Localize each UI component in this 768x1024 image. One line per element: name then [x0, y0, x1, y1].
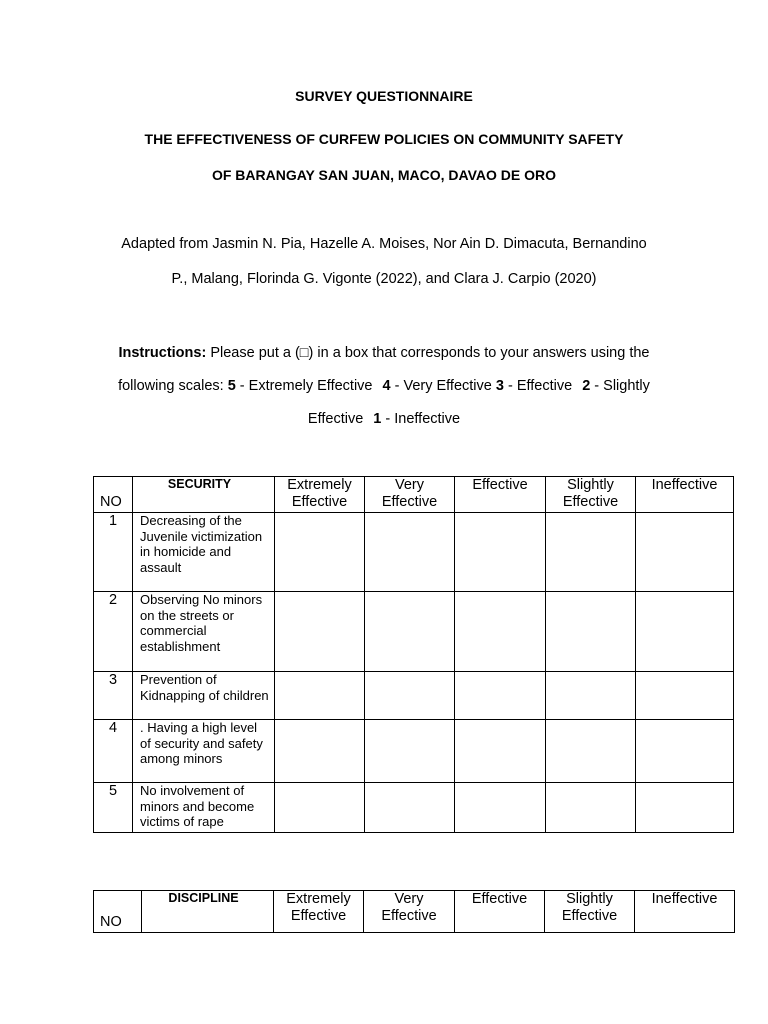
adapted-from-line2: P., Malang, Florinda G. Vigonte (2022), and Clara J. Carpio (2020)	[171, 271, 597, 287]
answer-box-slightly-effective[interactable]	[546, 720, 636, 783]
scale-3-number: 3	[495, 378, 504, 394]
security-table	[93, 476, 734, 833]
instructions-text1: Please put a (□) in a box that corresponds to your answers using the	[206, 345, 650, 361]
answer-box-ineffective[interactable]	[636, 513, 734, 592]
instructions-label: Instructions:	[118, 345, 207, 361]
answer-box-ineffective[interactable]	[636, 672, 734, 720]
header-very-effective: Very Effective	[365, 477, 455, 513]
scale-2-number: 2	[582, 378, 591, 394]
category-header-security: SECURITY	[133, 477, 275, 513]
answer-box-extremely-effective[interactable]	[275, 672, 365, 720]
answer-box-slightly-effective[interactable]	[546, 783, 636, 833]
answer-box-slightly-effective[interactable]	[546, 592, 636, 672]
header-effective: Effective	[455, 891, 545, 933]
row-item: . Having a high level of security and safety among minors	[133, 720, 275, 783]
header-slightly-effective: Slightly Effective	[545, 891, 635, 933]
table-header-row	[94, 891, 735, 933]
answer-box-effective[interactable]	[455, 783, 546, 833]
scale-4-text: - Very Effective	[390, 378, 496, 394]
scale-3-text: - Effective	[503, 378, 573, 394]
answer-box-ineffective[interactable]	[636, 783, 734, 833]
answer-box-effective[interactable]	[455, 513, 546, 592]
table-row	[94, 513, 734, 592]
row-item: Decreasing of the Juvenile victimization in homicide and assault	[133, 513, 275, 592]
scale-1-number: 1	[373, 411, 382, 427]
answer-box-very-effective[interactable]	[365, 513, 455, 592]
answer-box-extremely-effective[interactable]	[275, 513, 365, 592]
table-header-row	[94, 477, 734, 513]
instructions-line2	[0, 378, 768, 394]
header-very-effective: Very Effective	[364, 891, 455, 933]
answer-box-slightly-effective[interactable]	[546, 513, 636, 592]
header-ineffective: Ineffective	[636, 477, 734, 513]
header-ineffective: Ineffective	[635, 891, 735, 933]
scale-5-number: 5	[227, 378, 236, 394]
row-number: 2	[94, 592, 133, 672]
row-number: 3	[94, 672, 133, 720]
scale-4-number: 4	[382, 378, 391, 394]
scale-5-text: - Extremely Effective	[235, 378, 373, 394]
table-row	[94, 783, 734, 833]
answer-box-very-effective[interactable]	[365, 720, 455, 783]
instructions-text3: Effective	[307, 411, 364, 427]
answer-box-effective[interactable]	[455, 592, 546, 672]
header-extremely-effective: Extremely Effective	[274, 891, 364, 933]
instructions-line1	[0, 345, 768, 361]
survey-subtitle-line2: OF BARANGAY SAN JUAN, MACO, DAVAO DE ORO	[211, 167, 557, 183]
category-header-discipline: DISCIPLINE	[142, 891, 274, 933]
header-extremely-effective: Extremely Effective	[275, 477, 365, 513]
header-effective: Effective	[455, 477, 546, 513]
table-row	[94, 672, 734, 720]
answer-box-ineffective[interactable]	[636, 592, 734, 672]
answer-box-effective[interactable]	[455, 720, 546, 783]
answer-box-very-effective[interactable]	[365, 592, 455, 672]
header-slightly-effective: Slightly Effective	[546, 477, 636, 513]
table-row	[94, 720, 734, 783]
answer-box-extremely-effective[interactable]	[275, 783, 365, 833]
instructions-text2: following scales:	[118, 378, 228, 394]
discipline-table	[93, 890, 735, 933]
row-number: 1	[94, 513, 133, 592]
row-number: 5	[94, 783, 133, 833]
no-header: NO	[94, 477, 133, 513]
survey-title: SURVEY QUESTIONNAIRE	[295, 88, 473, 104]
row-item: Observing No minors on the streets or commercial establishment	[133, 592, 275, 672]
answer-box-very-effective[interactable]	[365, 672, 455, 720]
answer-box-ineffective[interactable]	[636, 720, 734, 783]
scale-1-text: - Ineffective	[381, 411, 461, 427]
no-header: NO	[94, 891, 142, 933]
table-row	[94, 592, 734, 672]
answer-box-very-effective[interactable]	[365, 783, 455, 833]
row-item: Prevention of Kidnapping of children	[133, 672, 275, 720]
answer-box-extremely-effective[interactable]	[275, 720, 365, 783]
answer-box-extremely-effective[interactable]	[275, 592, 365, 672]
row-item: No involvement of minors and become victims of rape	[133, 783, 275, 833]
adapted-from-line1: Adapted from Jasmin N. Pia, Hazelle A. Moises, Nor Ain D. Dimacuta, Bernandino	[121, 236, 647, 252]
row-number: 4	[94, 720, 133, 783]
scale-2-text: - Slightly	[590, 378, 650, 394]
answer-box-slightly-effective[interactable]	[546, 672, 636, 720]
instructions-line3	[0, 411, 768, 427]
answer-box-effective[interactable]	[455, 672, 546, 720]
survey-subtitle-line1: THE EFFECTIVENESS OF CURFEW POLICIES ON COMMUNITY SAFETY	[144, 131, 624, 147]
